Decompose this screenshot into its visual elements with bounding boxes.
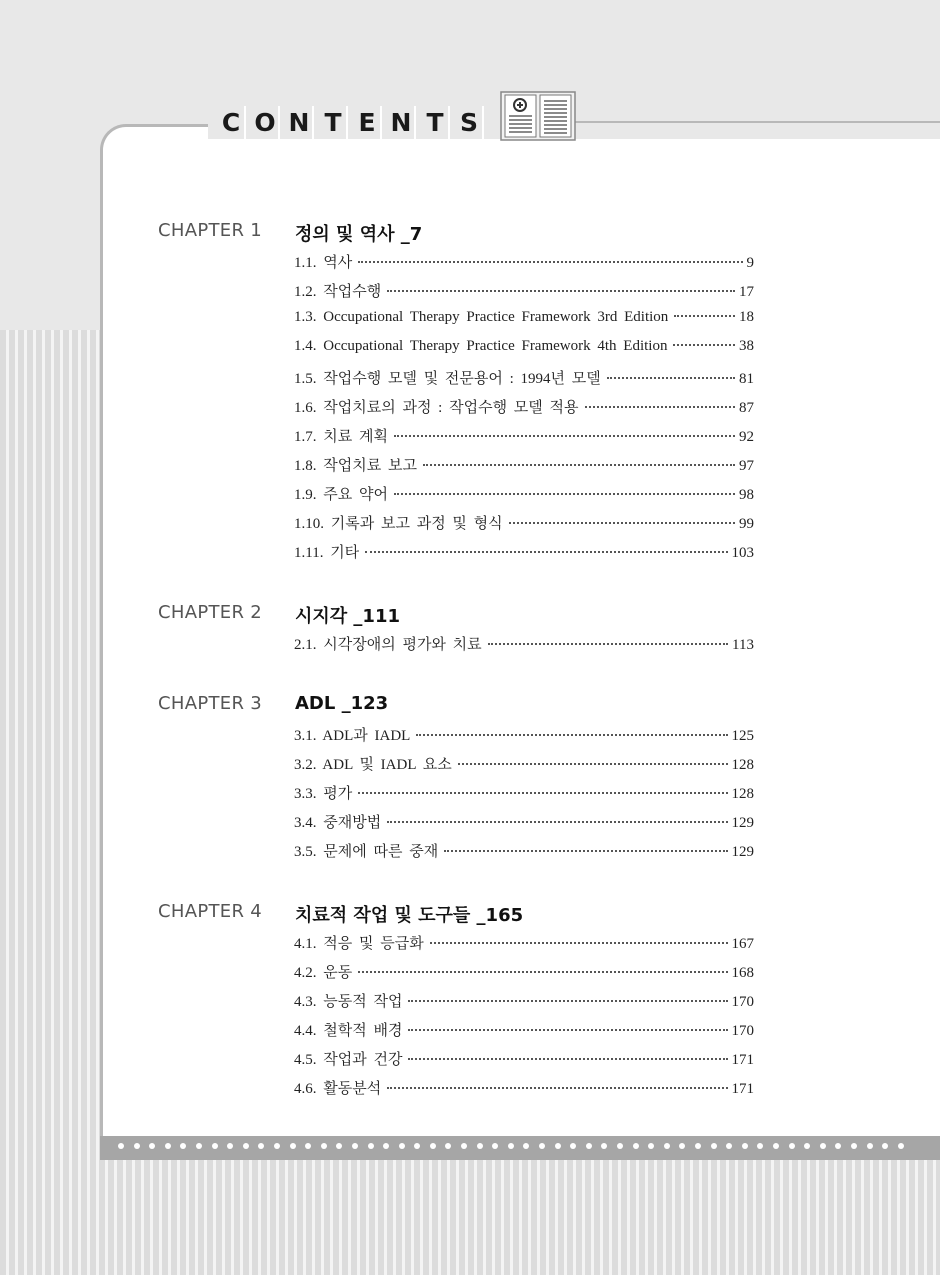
toc-entry[interactable] bbox=[294, 932, 754, 961]
footer-dot bbox=[508, 1143, 514, 1149]
dot-leader bbox=[387, 821, 727, 823]
toc-entry[interactable] bbox=[294, 512, 754, 541]
chapter-entries bbox=[294, 633, 754, 662]
dot-leader bbox=[408, 1058, 727, 1060]
entry-page: 168 bbox=[731, 965, 754, 981]
footer-dot bbox=[804, 1143, 810, 1149]
entry-page: 128 bbox=[731, 786, 754, 802]
dot-leader bbox=[444, 850, 727, 852]
dot-leader bbox=[488, 643, 728, 645]
contents-letter: N bbox=[388, 106, 416, 140]
entry-page: 17 bbox=[739, 284, 754, 300]
footer-dot bbox=[227, 1143, 233, 1149]
footer-dot bbox=[820, 1143, 826, 1149]
entry-label: 4.3. 능동적 작업 bbox=[294, 994, 403, 1010]
toc-entry[interactable] bbox=[294, 724, 754, 753]
entry-label: 4.6. 활동분석 bbox=[294, 1081, 382, 1097]
toc-entry[interactable] bbox=[294, 961, 754, 990]
toc-entry[interactable] bbox=[294, 1077, 754, 1106]
entry-label: 3.2. ADL 및 IADL 요소 bbox=[294, 757, 452, 773]
footer-dot bbox=[274, 1143, 280, 1149]
entry-page: 128 bbox=[731, 757, 754, 773]
footer-dot bbox=[461, 1143, 467, 1149]
entry-label: 1.6. 작업치료의 과정 : 작업수행 모델 적용 bbox=[294, 400, 579, 416]
footer-dot bbox=[118, 1143, 124, 1149]
entry-page: 171 bbox=[731, 1081, 754, 1097]
footer-dot bbox=[711, 1143, 717, 1149]
footer-dot bbox=[648, 1143, 654, 1149]
chapter-label: CHAPTER 3 bbox=[158, 693, 263, 714]
toc-entry[interactable] bbox=[294, 990, 754, 1019]
toc-entry[interactable] bbox=[294, 811, 754, 840]
toc-entry[interactable] bbox=[294, 367, 754, 396]
entry-page: 38 bbox=[739, 338, 754, 354]
footer-dot bbox=[867, 1143, 873, 1149]
entry-page: 129 bbox=[731, 844, 754, 860]
contents-heading bbox=[218, 106, 490, 140]
footer-dot bbox=[851, 1143, 857, 1149]
dot-leader bbox=[408, 1000, 727, 1002]
footer-dot bbox=[258, 1143, 264, 1149]
contents-letter: E bbox=[354, 106, 382, 140]
book-icon bbox=[500, 91, 576, 141]
dot-leader bbox=[358, 261, 742, 263]
toc-entry[interactable] bbox=[294, 782, 754, 811]
entry-page: 167 bbox=[731, 936, 754, 952]
footer-dot bbox=[601, 1143, 607, 1149]
footer-dot bbox=[368, 1143, 374, 1149]
dot-leader bbox=[585, 406, 735, 408]
dot-leader bbox=[365, 551, 727, 553]
footer-dot bbox=[695, 1143, 701, 1149]
footer-dot bbox=[477, 1143, 483, 1149]
contents-letter: S bbox=[456, 106, 484, 140]
toc-entry[interactable] bbox=[294, 840, 754, 869]
entry-label: 1.9. 주요 약어 bbox=[294, 487, 388, 503]
dot-leader bbox=[387, 1087, 727, 1089]
footer-dot bbox=[321, 1143, 327, 1149]
entry-label: 1.11. 기타 bbox=[294, 545, 360, 561]
chapter-label: CHAPTER 1 bbox=[158, 220, 263, 241]
footer-dot bbox=[180, 1143, 186, 1149]
chapter-title: 시지각 _111 bbox=[295, 606, 401, 627]
entry-page: 97 bbox=[739, 458, 754, 474]
footer-dot bbox=[523, 1143, 529, 1149]
entry-label: 1.2. 작업수행 bbox=[294, 284, 382, 300]
chapter-title: ADL _123 bbox=[295, 693, 389, 714]
toc-entry[interactable] bbox=[294, 338, 754, 367]
footer-dot bbox=[196, 1143, 202, 1149]
entry-page: 129 bbox=[731, 815, 754, 831]
toc-entry[interactable] bbox=[294, 1048, 754, 1077]
footer-dot bbox=[243, 1143, 249, 1149]
footer-dot bbox=[773, 1143, 779, 1149]
footer-dot bbox=[165, 1143, 171, 1149]
entry-label: 3.3. 평가 bbox=[294, 786, 353, 802]
entry-label: 1.4. Occupational Therapy Practice Framework 4th Edition bbox=[294, 338, 668, 354]
entry-label: 4.2. 운동 bbox=[294, 965, 353, 981]
entry-page: 99 bbox=[739, 516, 754, 532]
entry-label: 1.7. 치료 계획 bbox=[294, 429, 388, 445]
toc-entry[interactable] bbox=[294, 396, 754, 425]
dot-leader bbox=[423, 464, 735, 466]
entry-page: 18 bbox=[739, 309, 754, 325]
entry-page: 113 bbox=[732, 637, 754, 653]
footer-dot bbox=[742, 1143, 748, 1149]
contents-letter: O bbox=[252, 106, 280, 140]
footer-dot bbox=[290, 1143, 296, 1149]
entry-page: 98 bbox=[739, 487, 754, 503]
footer-dot bbox=[898, 1143, 904, 1149]
footer-dot bbox=[445, 1143, 451, 1149]
dot-leader bbox=[674, 315, 735, 317]
toc-entry[interactable] bbox=[294, 425, 754, 454]
footer-dot bbox=[789, 1143, 795, 1149]
footer-dot bbox=[726, 1143, 732, 1149]
chapter-label: CHAPTER 4 bbox=[158, 901, 263, 922]
dot-leader bbox=[394, 493, 735, 495]
entry-label: 4.1. 적응 및 등급화 bbox=[294, 936, 424, 952]
toc-entry[interactable] bbox=[294, 454, 754, 483]
footer-dot bbox=[633, 1143, 639, 1149]
footer-dot bbox=[336, 1143, 342, 1149]
entry-page: 170 bbox=[731, 1023, 754, 1039]
entry-label: 4.4. 철학적 배경 bbox=[294, 1023, 403, 1039]
chapter-entries bbox=[294, 724, 754, 869]
dot-leader bbox=[408, 1029, 727, 1031]
footer-dot bbox=[757, 1143, 763, 1149]
footer-dot bbox=[835, 1143, 841, 1149]
entry-page: 171 bbox=[731, 1052, 754, 1068]
entry-page: 81 bbox=[739, 371, 754, 387]
chapter-title: 치료적 작업 및 도구들 _165 bbox=[295, 905, 524, 926]
footer-dot bbox=[882, 1143, 888, 1149]
chapter-label: CHAPTER 2 bbox=[158, 602, 263, 623]
footer-dot bbox=[383, 1143, 389, 1149]
chapter-entries bbox=[294, 932, 754, 1106]
footer-dot bbox=[570, 1143, 576, 1149]
entry-label: 3.4. 중재방법 bbox=[294, 815, 382, 831]
contents-letter: T bbox=[320, 106, 348, 140]
contents-letter: T bbox=[422, 106, 450, 140]
footer-dot bbox=[586, 1143, 592, 1149]
dot-leader bbox=[358, 792, 727, 794]
footer-dot bbox=[492, 1143, 498, 1149]
toc-entry[interactable] bbox=[294, 633, 754, 662]
dot-leader bbox=[358, 971, 727, 973]
footer-dot bbox=[679, 1143, 685, 1149]
dot-leader bbox=[458, 763, 728, 765]
entry-label: 2.1. 시각장애의 평가와 치료 bbox=[294, 637, 482, 653]
footer-dot bbox=[212, 1143, 218, 1149]
chapter-title: 정의 및 역사 _7 bbox=[295, 224, 423, 245]
footer-dot bbox=[555, 1143, 561, 1149]
footer-dot bbox=[149, 1143, 155, 1149]
entry-page: 87 bbox=[739, 400, 754, 416]
entry-label: 4.5. 작업과 건강 bbox=[294, 1052, 403, 1068]
entry-label: 1.1. 역사 bbox=[294, 255, 353, 271]
dot-leader bbox=[416, 734, 727, 736]
header-rule bbox=[575, 121, 940, 123]
chapter-entries bbox=[294, 251, 754, 570]
entry-label: 1.3. Occupational Therapy Practice Framework 3rd Edition bbox=[294, 309, 669, 325]
entry-label: 3.5. 문제에 따른 중재 bbox=[294, 844, 439, 860]
footer-dot bbox=[664, 1143, 670, 1149]
entry-label: 1.5. 작업수행 모델 및 전문용어 : 1994년 모델 bbox=[294, 371, 601, 387]
dot-leader bbox=[430, 942, 728, 944]
footer-dot bbox=[305, 1143, 311, 1149]
entry-page: 103 bbox=[731, 545, 754, 561]
entry-page: 92 bbox=[739, 429, 754, 445]
toc-entry[interactable] bbox=[294, 309, 754, 338]
toc-entry[interactable] bbox=[294, 483, 754, 512]
dot-leader bbox=[394, 435, 735, 437]
footer-dot bbox=[539, 1143, 545, 1149]
footer-dot bbox=[617, 1143, 623, 1149]
toc-entry[interactable] bbox=[294, 280, 754, 309]
footer-dot bbox=[399, 1143, 405, 1149]
footer-dot bbox=[430, 1143, 436, 1149]
dot-leader bbox=[509, 522, 735, 524]
footer-dot bbox=[352, 1143, 358, 1149]
entry-page: 125 bbox=[731, 728, 754, 744]
toc-entry[interactable] bbox=[294, 541, 754, 570]
toc-entry[interactable] bbox=[294, 753, 754, 782]
dot-leader bbox=[387, 290, 735, 292]
contents-letter: N bbox=[286, 106, 314, 140]
footer-dot bbox=[134, 1143, 140, 1149]
entry-page: 170 bbox=[731, 994, 754, 1010]
entry-label: 1.10. 기록과 보고 과정 및 형식 bbox=[294, 516, 503, 532]
contents-letter: C bbox=[218, 106, 246, 140]
toc-entry[interactable] bbox=[294, 251, 754, 280]
footer-dot bbox=[414, 1143, 420, 1149]
entry-label: 3.1. ADL과 IADL bbox=[294, 728, 411, 744]
dot-leader bbox=[673, 344, 735, 346]
footer-dots bbox=[118, 1143, 913, 1149]
entry-label: 1.8. 작업치료 보고 bbox=[294, 458, 417, 474]
entry-page: 9 bbox=[746, 255, 754, 271]
toc-entry[interactable] bbox=[294, 1019, 754, 1048]
dot-leader bbox=[607, 377, 735, 379]
